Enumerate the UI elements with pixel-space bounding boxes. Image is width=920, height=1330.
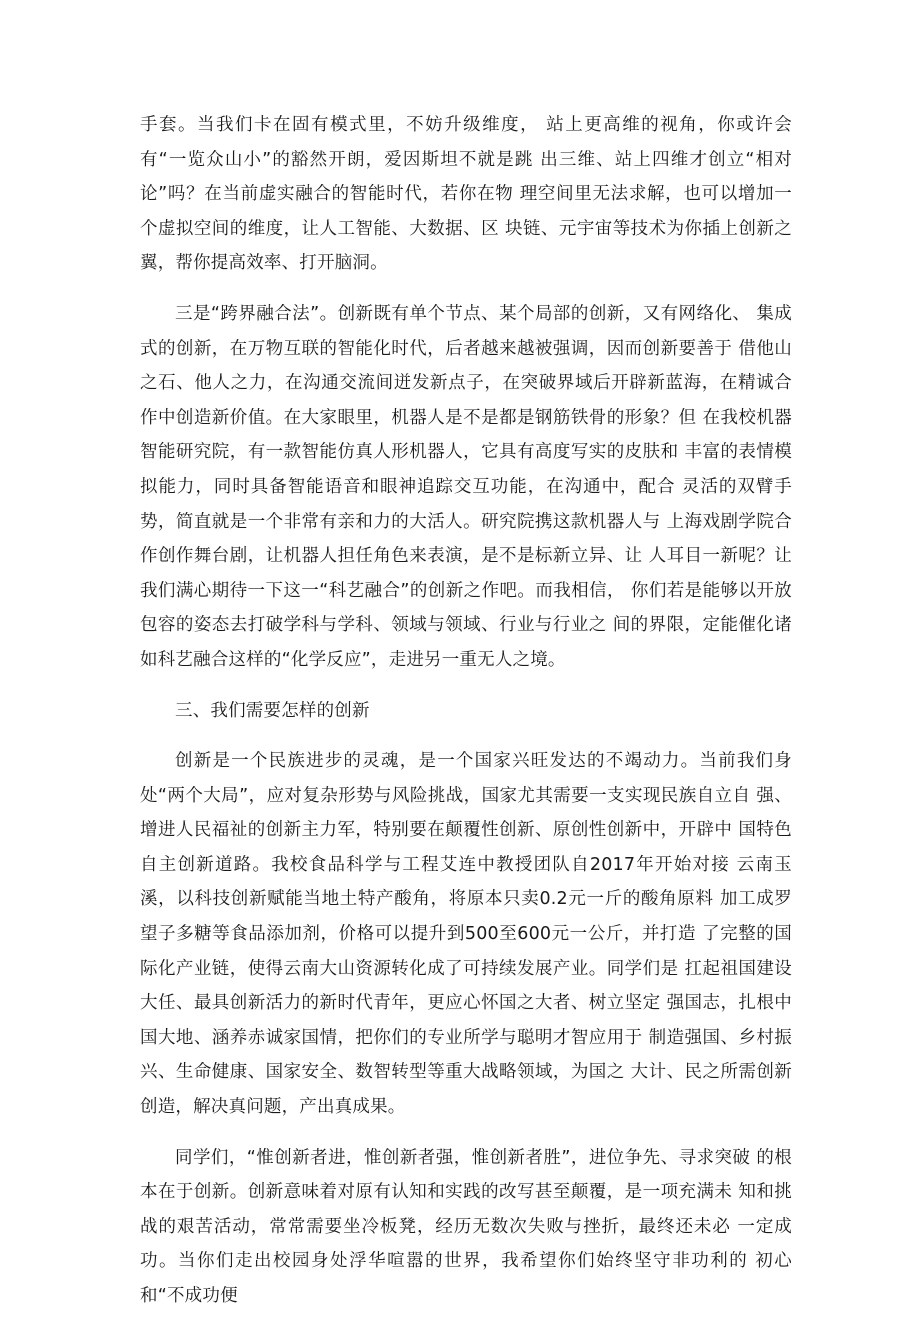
paragraph-students-address: 同学们，“惟创新者进，惟创新者强，惟创新者胜”，进位争先、寻求突破 的根本在于创新。创新意味着对原有认知和实践的改写甚至颠覆，是一项充满未 知和挑战的艰苦活动，常常需要坐冷板凳，经历无数次失败与挫折，最终还未必 一定成功。当你们走出校园身处浮华喧嚣的世界，我希望你们始终坚守非功利的 初心和“不成功便 xyxy=(140,1147,792,1306)
paragraph-continuation: 手套。当我们卡在固有模式里，不妨升级维度， 站上更高维的视角，你或许会有“一览众山小”的豁然开朗，爱因斯坦不就是跳 出三维、站上四维才创立“相对论”吗？在当前虚实融合的智能时代，若你在物 理空间里无法求解，也可以增加一个虚拟空间的维度，让人工智能、大数据、区 块链、元宇宙等技术为你插上创新之翼，帮你提高效率、打开脑洞。 xyxy=(140,115,792,274)
paragraph-cross-border-integration: 三是“跨界融合法”。创新既有单个节点、某个局部的创新，又有网络化、 集成式的创新，在万物互联的智能化时代，后者越来越被强调，因而创新要善于 借他山之石、他人之力，在沟通交流间迸发新点子，在突破界域后开辟新蓝海，在精诚合作中创造新价值。在大家眼里，机器人是不是都是钢筋铁骨的形象？但 在我校机器智能研究院，有一款智能仿真人形机器人，它具有高度写实的皮肤和 丰富的表情模拟能力，同时具备智能语音和眼神追踪交互功能，在沟通中，配合 灵活的双臂手势，简直就是一个非常有亲和力的大活人。研究院携这款机器人与 上海戏剧学院合作创作舞台剧，让机器人担任角色来表演，是不是标新立异、让 人耳目一新呢？让我们满心期待一下这一“科艺融合”的创新之作吧。而我相信， 你们若是能够以开放包容的姿态去打破学科与学科、领域与领域、行业与行业之 间的界限，定能催化诸如科艺融合这样的“化学反应”，走进另一重无人之境。 xyxy=(140,303,792,670)
document-body xyxy=(140,108,798,1330)
section-heading: 三、我们需要怎样的创新 xyxy=(175,700,370,721)
paragraph-innovation-importance: 创新是一个民族进步的灵魂，是一个国家兴旺发达的不竭动力。当前我们身 处“两个大局”，应对复杂形势与风险挑战，国家尤其需要一支实现民族自立自 强、增进人民福祉的创新主力军，特别要在颠覆性创新、原创性创新中，开辟中 国特色自主创新道路。我校食品科学与工程艾连中教授团队自2017年开始对接 云南玉溪，以科技创新赋能当地土特产酸角，将原本只卖0.2元一斤的酸角原料 加工成罗望子多糖等食品添加剂，价格可以提升到500至600元一公斤，并打造 了完整的国际化产业链，使得云南大山资源转化成了可持续发展产业。同学们是 扛起祖国建设大任、最具创新活力的新时代青年，更应心怀国之大者、树立坚定 强国志，扎根中国大地、涵养赤诚家国情，把你们的专业所学与聪明才智应用于 制造强国、乡村振兴、生命健康、国家安全、数智转型等重大战略领域，为国之 大计、民之所需创新创造，解决真问题，产出真成果。 xyxy=(140,751,798,1118)
